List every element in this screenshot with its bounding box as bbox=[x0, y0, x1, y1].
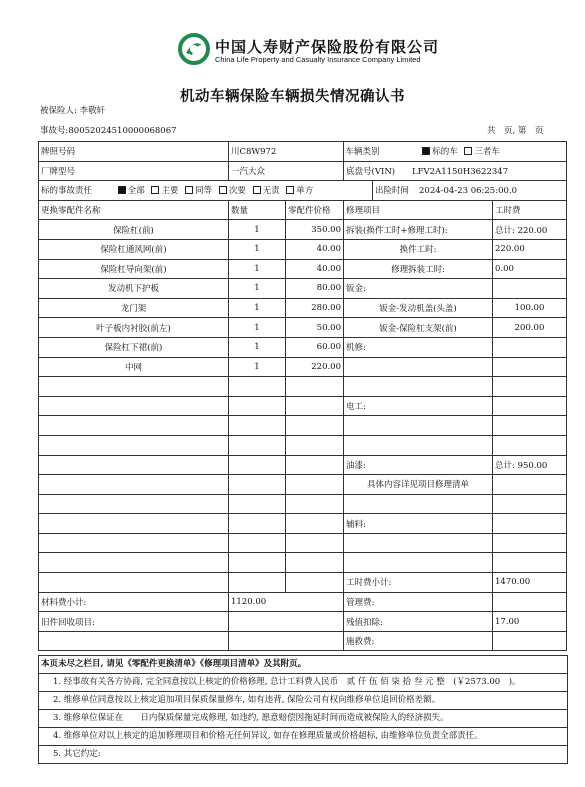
table-row bbox=[39, 396, 567, 416]
table-row bbox=[39, 553, 567, 573]
note-3: 3. 维修单位保证在 日内保质保量完成修理, 如违约, 愿意赔偿因拖延时间而造成被保险人的经济损失。 bbox=[39, 710, 567, 728]
table-row bbox=[39, 377, 567, 397]
table-row bbox=[39, 494, 567, 514]
table-row bbox=[39, 475, 567, 495]
sheet-item: 钣金-发动机盖(头盖) bbox=[344, 298, 493, 318]
col-qty: 数量 bbox=[229, 200, 286, 220]
mechanical-label: 机修: bbox=[344, 337, 493, 357]
vehicle-type: 车辆类别 标的车 三者车 bbox=[373, 142, 567, 162]
material-row bbox=[39, 592, 567, 612]
old-parts-label: 旧件回收项目: bbox=[39, 612, 229, 632]
note-1: 1. 经事故有关各方协商, 完全同意按以上核定的价格修理, 总计工料费人民币 贰 仟 伍 佰 柒 拾 叁 元 整 (￥2573.00 )。 bbox=[39, 674, 567, 692]
note-5: 5. 其它约定: bbox=[39, 746, 567, 764]
terms-notes bbox=[38, 655, 568, 764]
part-price: 40.00 bbox=[286, 259, 344, 279]
part-name: 叶子板内衬胶(前左) bbox=[39, 318, 229, 338]
sheet-metal-label: 钣金: bbox=[344, 279, 493, 299]
table-row bbox=[39, 259, 567, 279]
paint-note: 具体内容详见项目修理清单 bbox=[344, 475, 493, 495]
part-qty: 1 bbox=[229, 318, 286, 338]
part-price: 280.00 bbox=[286, 298, 344, 318]
repair-disassembly-label: 拆装(换件工时+修理工时): bbox=[344, 220, 493, 240]
type-label: 车辆类别 bbox=[345, 147, 380, 158]
residual-label: 残值扣除: bbox=[344, 612, 493, 632]
part-qty: 1 bbox=[229, 337, 286, 357]
checkbox-target-vehicle[interactable] bbox=[422, 147, 430, 155]
repair-hours-value: 0.00 bbox=[493, 259, 567, 279]
note-2: 2. 维修单位同意按以上核定追加项目保质保量修车, 如有违背, 保险公司有权向维修单位追回价格差额。 bbox=[39, 692, 567, 710]
table-row bbox=[39, 337, 567, 357]
checkbox-liability-full[interactable] bbox=[118, 186, 126, 194]
part-qty: 1 bbox=[229, 239, 286, 259]
insured-line: 被保险人: 李敬轩 bbox=[40, 106, 106, 116]
checkbox-third-party-vehicle[interactable] bbox=[464, 147, 472, 155]
checkbox-liability-minor[interactable] bbox=[219, 186, 227, 194]
col-price: 零配件价格 bbox=[286, 200, 344, 220]
part-name: 龙门架 bbox=[39, 298, 229, 318]
table-row bbox=[39, 455, 567, 475]
table-row bbox=[39, 357, 567, 377]
part-price: 60.00 bbox=[286, 337, 344, 357]
plate-label: 牌照号码 bbox=[39, 142, 229, 162]
table-row bbox=[39, 435, 567, 455]
labor-subtotal-label: 工时费小计: bbox=[344, 573, 493, 593]
insured-name: 李敬轩 bbox=[79, 106, 106, 116]
vin-value: LFV2A1150H3622347 bbox=[412, 166, 509, 177]
document-title: 机动车辆保险车辆损失情况确认书 bbox=[180, 88, 405, 105]
liability-cell: 标的事故责任 全部 主要 同等 次要 无责 单方 bbox=[39, 181, 373, 201]
company-logo-icon bbox=[178, 33, 210, 65]
sheet-item-fee: 200.00 bbox=[493, 318, 567, 338]
labor-subtotal-value: 1470.00 bbox=[493, 573, 567, 593]
old-parts-row bbox=[39, 612, 567, 632]
part-price: 40.00 bbox=[286, 239, 344, 259]
model-value: 一汽大众 bbox=[229, 161, 344, 181]
material-subtotal-value: 1120.00 bbox=[229, 592, 344, 612]
sheet-item: 钣金-保险杠支架(前) bbox=[344, 318, 493, 338]
part-qty: 1 bbox=[229, 298, 286, 318]
notes-reference: 本页未尽之栏目, 请见《零配件更换清单》《修理项目清单》及其附页。 bbox=[39, 656, 567, 674]
part-name: 保险杠通风网(前) bbox=[39, 239, 229, 259]
checkbox-liability-equal[interactable] bbox=[185, 186, 193, 194]
col-parts: 更换零配件名称 bbox=[39, 200, 229, 220]
loss-confirmation-table bbox=[38, 141, 567, 651]
part-qty: 1 bbox=[229, 259, 286, 279]
part-name: 中网 bbox=[39, 357, 229, 377]
table-row bbox=[39, 514, 567, 534]
residual-value: 17.00 bbox=[493, 612, 567, 632]
part-price: 350.00 bbox=[286, 220, 344, 240]
table-row bbox=[39, 573, 567, 593]
case-line: 事故号:80052024510000068067 bbox=[40, 126, 177, 136]
model-row bbox=[39, 161, 567, 181]
rescue-fee-label: 施救费: bbox=[344, 631, 493, 651]
column-header-row bbox=[39, 200, 567, 220]
repair-hours-label: 修理拆装工时: bbox=[344, 259, 493, 279]
liability-row bbox=[39, 181, 567, 201]
accident-time: 2024-04-23 06:25:00.0 bbox=[419, 186, 517, 197]
checkbox-liability-single[interactable] bbox=[286, 186, 294, 194]
part-name: 保险杠(前) bbox=[39, 220, 229, 240]
vin-cell: 底盘号(VIN) LFV2A1150H3622347 bbox=[344, 161, 567, 181]
company-name-en: China Life Property and Casualty Insurance Company Limited bbox=[215, 55, 421, 64]
sheet-item-fee: 100.00 bbox=[493, 298, 567, 318]
part-qty: 1 bbox=[229, 357, 286, 377]
repair-disassembly-total: 总计: 220.00 bbox=[493, 220, 567, 240]
plate-value: 川C8W972 bbox=[229, 142, 344, 162]
part-qty: 1 bbox=[229, 279, 286, 299]
table-row bbox=[39, 533, 567, 553]
accident-time-cell: 出险时间 2024-04-23 06:25:00.0 bbox=[373, 181, 567, 201]
material-subtotal-label: 材料费小计: bbox=[39, 592, 229, 612]
part-price: 220.00 bbox=[286, 357, 344, 377]
replace-hours-value: 220.00 bbox=[493, 239, 567, 259]
replace-hours-label: 换件工时: bbox=[344, 239, 493, 259]
part-price: 50.00 bbox=[286, 318, 344, 338]
col-hours: 工时费 bbox=[493, 200, 567, 220]
electrical-label: 电工: bbox=[344, 396, 493, 416]
page-info: 共 页, 第 页 bbox=[487, 126, 544, 136]
part-name: 保险杠下裙(前) bbox=[39, 337, 229, 357]
paint-total: 总计: 950.00 bbox=[493, 455, 567, 475]
checkbox-liability-major[interactable] bbox=[151, 186, 159, 194]
plate-row bbox=[39, 142, 567, 162]
management-fee-label: 管理费: bbox=[344, 592, 493, 612]
checkbox-liability-none[interactable] bbox=[253, 186, 261, 194]
model-label: 厂牌型号 bbox=[39, 161, 229, 181]
table-row bbox=[39, 298, 567, 318]
table-row bbox=[39, 279, 567, 299]
note-4: 4. 维修单位对以上核定的追加修理项目和价格无任何异议, 如存在修理质量或价格超标, 由维修单位负责全部责任。 bbox=[39, 728, 567, 746]
table-row bbox=[39, 239, 567, 259]
table-row bbox=[39, 318, 567, 338]
part-name: 保险杠导向架(前) bbox=[39, 259, 229, 279]
table-row bbox=[39, 220, 567, 240]
rescue-row bbox=[39, 631, 567, 651]
part-name: 发动机下护板 bbox=[39, 279, 229, 299]
company-name-cn: 中国人寿财产保险股份有限公司 bbox=[215, 38, 440, 56]
table-row bbox=[39, 416, 567, 436]
case-number: 80052024510000068067 bbox=[68, 126, 177, 136]
paint-label: 油漆: bbox=[344, 455, 493, 475]
part-qty: 1 bbox=[229, 220, 286, 240]
col-repair: 修理项目 bbox=[344, 200, 493, 220]
part-price: 80.00 bbox=[286, 279, 344, 299]
auxiliary-label: 辅料: bbox=[344, 514, 493, 534]
